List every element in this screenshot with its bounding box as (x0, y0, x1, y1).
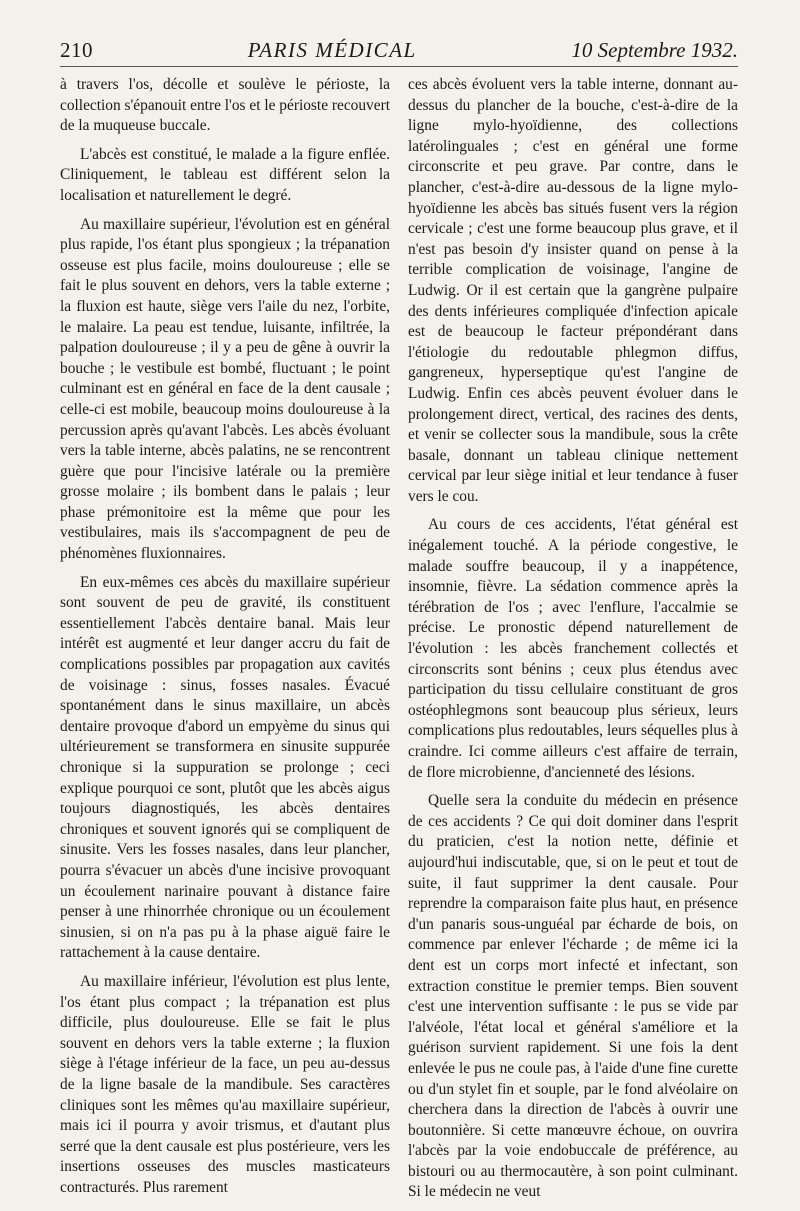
paragraph: Au cours de ces accidents, l'état général est inégalement touché. A la période congestive, le malade souffre beaucoup, il y a inappétence, insomnie, fièvre. La sédation commence après la térébration de l'os ; avec l'enflure, l'accalmie se précise. Le pronostic dépend naturellement de l'évolution : les abcès franchement collectés et circonscrits sont bénins ; ceux plus étendus avec participation du tissu cellulaire constituant de gros ostéophlegmons sont beaucoup plus sérieux, leurs complications plus redoutables, leurs séquelles plus à craindre. Ici comme ailleurs c'est affaire de terrain, de flore microbienne, d'ancienneté des lésions. (408, 516, 738, 781)
paragraph: L'abcès est constitué, le malade a la figure enflée. Cliniquement, le tableau est différent selon la localisation et naturellement le degré. (60, 145, 390, 204)
issue-date: 10 Septembre 1932. (571, 38, 738, 62)
paragraph: Au maxillaire inférieur, l'évolution est plus lente, l'os étant plus compact ; la trépanation est plus difficile, plus douloureuse. Elle se fait le plus souvent en dehors vers la table externe ; la fluxion siège à l'étage inférieur de la face, un peu au-dessus de la ligne basale de la mandibule. Ses caractères cliniques sont les mêmes qu'au maxillaire supérieur, mais ici il pourra y avoir trismus, et d'autant plus serré que la dent causale est plus postérieure, vers les insertions osseuses des muscles masticateurs contracturés. Plus rarement (60, 972, 390, 1196)
right-column (408, 75, 738, 1211)
article-columns (60, 75, 738, 1211)
page-header (60, 38, 738, 67)
page-number: 210 (60, 38, 93, 62)
paragraph: En eux-mêmes ces abcès du maxillaire supérieur sont souvent de peu de gravité, ils constituent essentiellement l'abcès dentaire banal. Mais leur intérêt est augmenté et leur danger accru du fait de complications possibles par propagation aux cavités de voisinage : sinus, fosses nasales. Évacué spontanément dans le sinus maxillaire, un abcès dentaire provoque d'abord un empyème du sinus qui ultérieurement se transformera en sinusite suppurée chronique si la suppuration se prolonge ; ceci explique pourquoi ce sont, plutôt que les abcès aigus toujours diagnostiqués, les abcès dentaires chroniques et souvent ignorés qui se compliquent de sinusite. Vers les fosses nasales, dans leur plancher, pourra s'évacuer un abcès d'une incisive provoquant un écoulement narinaire pouvant à distance faire penser à une rhinorrhée chronique ou un écoulement sinusien, si on n'a pas pu à la phase aiguë faire le rattachement à la cause dentaire. (60, 573, 390, 962)
paragraph: ces abcès évoluent vers la table interne, donnant au-dessus du plancher de la bouche, c'est-à-dire de la ligne mylo-hyoïdienne, des collections latérolinguales ; c'est en général une forme circonscrite et peu grave. Par contre, dans le plancher, c'est-à-dire au-dessous de la ligne mylo-hyoïdienne les abcès bas situés fusent vers la région cervicale ; c'est une forme beaucoup plus grave, et il n'est pas besoin d'y insister quand on pense à la terrible complication de voisinage, l'angine de Ludwig. Or il est certain que la gangrène pulpaire des dents inférieures compliquée d'infection apicale est de beaucoup le facteur prépondérant dans l'étiologie du redoutable phlegmon diffus, gangreneux, hyperseptique qu'est l'angine de Ludwig. Enfin ces abcès peuvent évoluer dans le prolongement direct, vertical, des racines des dents, et venir se collecter sous la mandibule, sous la crête basale, donnant un tableau clinique nettement cervical par leur siège initial et leur tendance à fuser vers le cou. (408, 76, 738, 505)
paragraph: à travers l'os, décolle et soulève le périoste, la collection s'épanouit entre l'os et le périoste recouvert de la muqueuse buccale. (60, 76, 390, 135)
left-column (60, 75, 390, 1211)
journal-title: PARIS MÉDICAL (247, 38, 417, 62)
paragraph: Au maxillaire supérieur, l'évolution est en général plus rapide, l'os étant plus spongieux ; la trépanation osseuse est plus facile, moins douloureuse ; elle se fait le plus souvent en dehors, vers la table externe ; la fluxion est haute, siège vers l'aile du nez, l'orbite, le malaire. La peau est tendue, luisante, infiltrée, la palpation douloureuse ; il y a peu de gêne à ouvrir la bouche ; le vestibule est bombé, fluctuant ; le point culminant est en général en face de la dent causale ; celle-ci est mobile, beaucoup moins douloureuse à la percussion après qu'avant l'abcès. Les abcès évoluant vers la table interne, abcès palatins, ne se rencontrent guère que pour l'incisive latérale ou la première grosse molaire ; ils bombent dans le palais ; leur phase prémonitoire est la même que pour les vestibulaires, mais ils s'accompagnent de peu de phénomènes fluxionnaires. (60, 215, 390, 563)
paragraph: Quelle sera la conduite du médecin en présence de ces accidents ? Ce qui doit dominer dans l'esprit du praticien, c'est la notion nette, définie et aujourd'hui indiscutable, que, si on le peut et tout de suite, il faut supprimer la dent causale. Pour reprendre la comparaison faite plus haut, en présence d'un panaris sous-unguéal par écharde de bois, on commence par enlever l'écharde ; de même ici la dent est un corps mort infecté et infectant, son extraction constitue le premier temps. Bien souvent c'est une intervention suffisante : le pus se vide par l'alvéole, l'état local et général s'améliore et la guérison survient rapidement. Si une fois la dent enlevée le pus ne coule pas, à l'aide d'une fine curette ou d'un stylet fin et souple, par le fond alvéolaire on cherchera dans la direction de l'abcès à ouvrir une boutonnière. Si cette manœuvre échoue, on ouvrira l'abcès par la voie endobuccale de préférence, au bistouri ou au thermocautère, à son point culminant. Si le médecin ne veut (408, 792, 738, 1201)
